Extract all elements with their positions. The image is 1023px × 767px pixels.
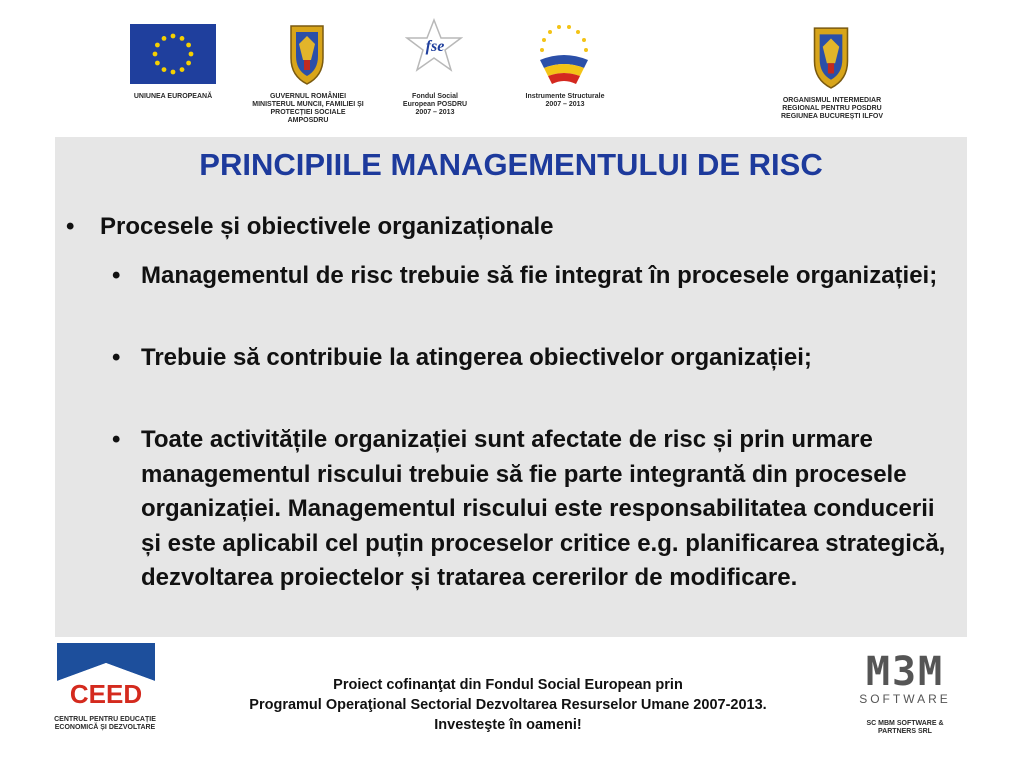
logo-caption-guvernul: GUVERNUL ROMÂNIEI MINISTERUL MUNCII, FAMILIEI ȘI PROTECȚIEI SOCIALE AMPOSDRU: [252, 93, 364, 124]
bullet-level1-text: Procesele și obiectivele organizaționale: [100, 213, 554, 240]
eu-flag-icon: [130, 24, 216, 84]
logo-caption-ceed: CENTRUL PENTRU EDUCAȚIE ECONOMICĂ ȘI DEZVOLTARE: [54, 716, 156, 731]
footer-line: Investeşte în oameni!: [434, 717, 582, 733]
logo-caption-instrumente: Instrumente Structurale 2007 – 2013: [525, 93, 605, 108]
footer-text: [170, 675, 846, 735]
bullet-dot: •: [66, 213, 75, 240]
bullet-dot: •: [112, 262, 121, 289]
logo-caption-eu: UNIUNEA EUROPEANĂ: [133, 93, 213, 100]
romanian-coat-of-arms-icon: [285, 22, 329, 86]
footer-line: Proiect cofinanţat din Fondul Social European prin: [333, 677, 683, 693]
bullet-level2-text: Toate activitățile organizației sunt afectate de risc și prin urmare managementul riscului trebuie să fie parte integrantă din procesele organizației. Managementul riscului este responsabilitatea conducerii și este aplicabil cel puțin proceselor critice e.g. planificarea strategică, dezvoltarea proiectelor și tratarea cererilor de modificare.: [141, 426, 946, 592]
slide-title: PRINCIPIILE MANAGEMENTULUI DE RISC: [199, 147, 823, 182]
logo-caption-m3m: SC MBM SOFTWARE & PARTNERS SRL: [866, 720, 944, 735]
instrumente-structurale-icon: [532, 20, 596, 86]
fse-logo-icon: [405, 18, 463, 80]
m3m-software-logo-icon: [842, 649, 968, 710]
romanian-coat-of-arms-icon: [808, 24, 854, 90]
ceed-logo-icon: [57, 643, 155, 711]
bullet-dot: •: [112, 344, 121, 371]
bullet-level2-text: Managementul de risc trebuie să fie integrat în procesele organizației;: [141, 262, 938, 289]
fse-logo-text: fse: [425, 38, 445, 55]
logo-caption-fse: Fondul Social European POSDRU 2007 – 2013: [402, 93, 468, 116]
m3m-logo-text: M3M: [865, 649, 945, 695]
logo-caption-organismul: ORGANISMUL INTERMEDIAR REGIONAL PENTRU POSDRU REGIUNEA BUCUREȘTI ILFOV: [780, 97, 884, 120]
bullet-dot: •: [112, 426, 121, 453]
footer-line: Programul Operaţional Sectorial Dezvoltarea Resurselor Umane 2007-2013.: [249, 697, 767, 713]
ceed-logo-text: CEED: [69, 679, 143, 709]
m3m-logo-subtext: SOFTWARE: [859, 692, 951, 706]
bullet-level2-text: Trebuie să contribuie la atingerea obiectivelor organizației;: [141, 344, 812, 371]
